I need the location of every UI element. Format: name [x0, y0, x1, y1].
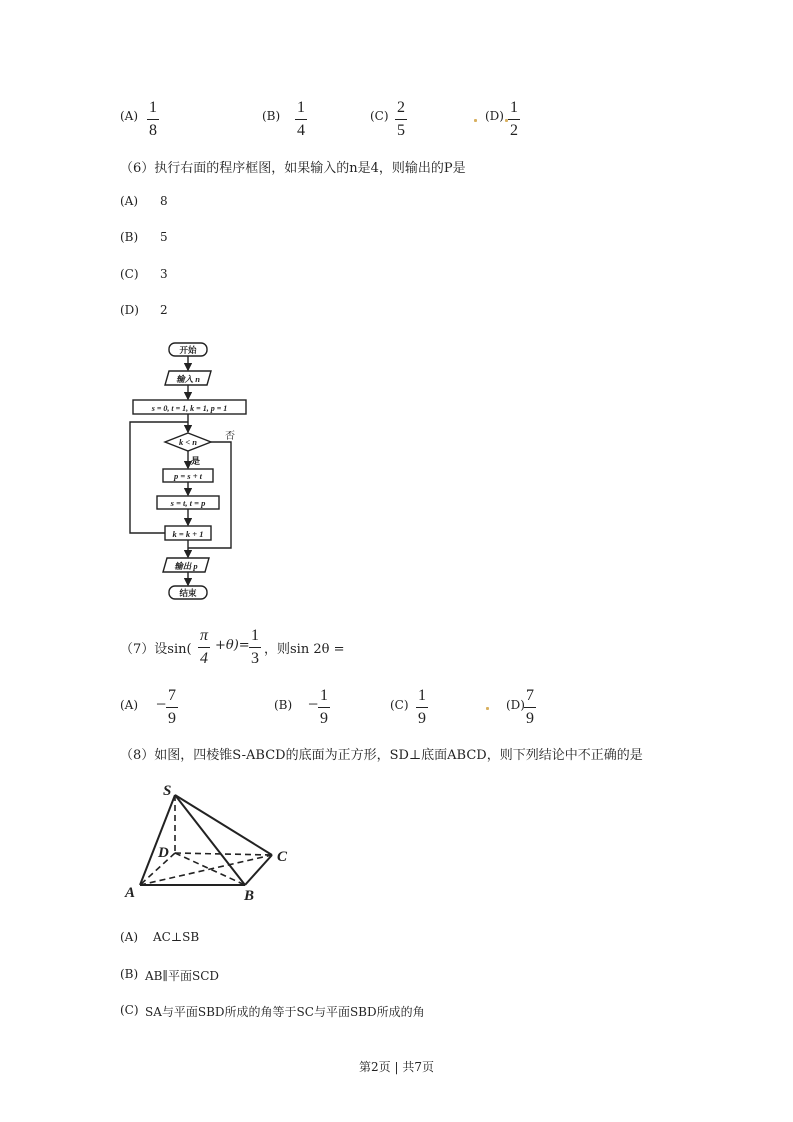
denominator: 9 — [418, 710, 426, 727]
q6-option-d-value: 2 — [160, 303, 168, 317]
flow-init-text: s = 0, t = 1, k = 1, p = 1 — [151, 404, 228, 413]
q7-option-c-label: (C) — [390, 698, 409, 712]
q6-option-b-value: 5 — [160, 230, 168, 244]
numerator: 2 — [397, 99, 405, 116]
denominator: 8 — [149, 122, 157, 139]
numerator: 1 — [510, 99, 518, 116]
numerator: 1 — [251, 627, 259, 644]
point-s-label: S — [163, 783, 172, 799]
numerator: 7 — [526, 687, 534, 704]
denominator: 5 — [397, 122, 405, 139]
numerator: 1 — [149, 99, 157, 116]
flow-start-text: 开始 — [179, 345, 197, 355]
marker-dot — [486, 707, 489, 710]
q5-option-a-fraction — [147, 100, 159, 139]
q7-fraction-pi-over-4 — [198, 628, 210, 667]
q6-option-c-value: 3 — [160, 267, 168, 281]
q6-option-a-value: 8 — [160, 194, 168, 208]
q8-option-a-text: AC⊥SB — [153, 930, 200, 944]
numerator: π — [200, 627, 209, 644]
q7-suffix: ，则sin 2θ = — [264, 642, 345, 657]
pyramid-figure — [120, 775, 300, 905]
q7-option-c-fraction — [416, 688, 428, 727]
marker-dot — [474, 119, 477, 122]
q7-option-b-label: (B) — [274, 698, 293, 712]
q7-option-a-sign: − — [156, 694, 167, 714]
numerator: 1 — [297, 99, 305, 116]
flow-step1-text: p = s + t — [173, 471, 203, 481]
flow-condition-text: k < n — [178, 437, 198, 447]
q6-option-b-label: (B) — [120, 230, 139, 244]
q5-option-c-label: (C) — [370, 109, 389, 123]
denominator: 4 — [297, 122, 305, 139]
flow-yes-label: 是 — [191, 456, 201, 466]
q7-fraction-one-third — [249, 628, 261, 667]
numerator: 1 — [320, 687, 328, 704]
q6-stem: （6）执行右面的程序框图，如果输入的n是4，则输出的P是 — [120, 161, 466, 176]
q5-option-b-fraction — [295, 100, 307, 139]
denominator: 9 — [320, 710, 328, 727]
flow-step3-text: k = k + 1 — [172, 529, 204, 539]
flow-step2-text: s = t, t = p — [170, 498, 206, 508]
q5-option-a-label: (A) — [120, 109, 139, 123]
page-footer: 第2页 | 共7页 — [359, 1060, 434, 1074]
flowchart — [125, 338, 255, 603]
q7-middle: +θ)= — [215, 638, 250, 653]
denominator: 3 — [251, 650, 259, 667]
q8-option-b-text: AB∥平面SCD — [145, 969, 220, 983]
q5-option-d-fraction — [508, 100, 520, 139]
q7-option-a-label: (A) — [120, 698, 139, 712]
q8-option-c-text: SA与平面SBD所成的角等于SC与平面SBD所成的角 — [145, 1005, 425, 1019]
denominator: 2 — [510, 122, 518, 139]
q6-option-d-label: (D) — [120, 303, 139, 317]
denominator: 4 — [200, 650, 208, 667]
point-a-label: A — [125, 885, 136, 901]
flow-output-text: 输出 p — [174, 561, 198, 571]
q7-prefix: （7）设sin( — [120, 642, 192, 657]
q8-option-b-label: (B) — [120, 967, 139, 981]
numerator: 7 — [168, 687, 176, 704]
q7-option-b-sign: − — [308, 694, 319, 714]
q7-option-d-fraction — [524, 688, 536, 727]
flow-input-text: 输入 n — [176, 374, 200, 384]
flow-no-label: 否 — [225, 431, 235, 442]
flow-end-text: 结束 — [179, 588, 197, 598]
q5-option-c-fraction — [395, 100, 407, 139]
q5-option-b-label: (B) — [262, 109, 281, 123]
q8-stem: （8）如图，四棱锥S-ABCD的底面为正方形，SD⊥底面ABCD，则下列结论中不正确的是 — [120, 748, 643, 763]
point-b-label: B — [244, 888, 255, 904]
denominator: 9 — [526, 710, 534, 727]
point-c-label: C — [277, 849, 288, 865]
numerator: 1 — [418, 687, 426, 704]
q6-option-c-label: (C) — [120, 267, 139, 281]
point-d-label: D — [158, 845, 169, 861]
q5-option-d-label: (D) — [485, 109, 504, 123]
denominator: 9 — [168, 710, 176, 727]
q8-option-c-label: (C) — [120, 1003, 139, 1017]
q6-option-a-label: (A) — [120, 194, 139, 208]
q8-option-a-label: (A) — [120, 930, 139, 944]
q7-option-a-fraction — [166, 688, 178, 727]
q7-option-d-label: (D) — [506, 698, 525, 712]
q7-option-b-fraction — [318, 688, 330, 727]
